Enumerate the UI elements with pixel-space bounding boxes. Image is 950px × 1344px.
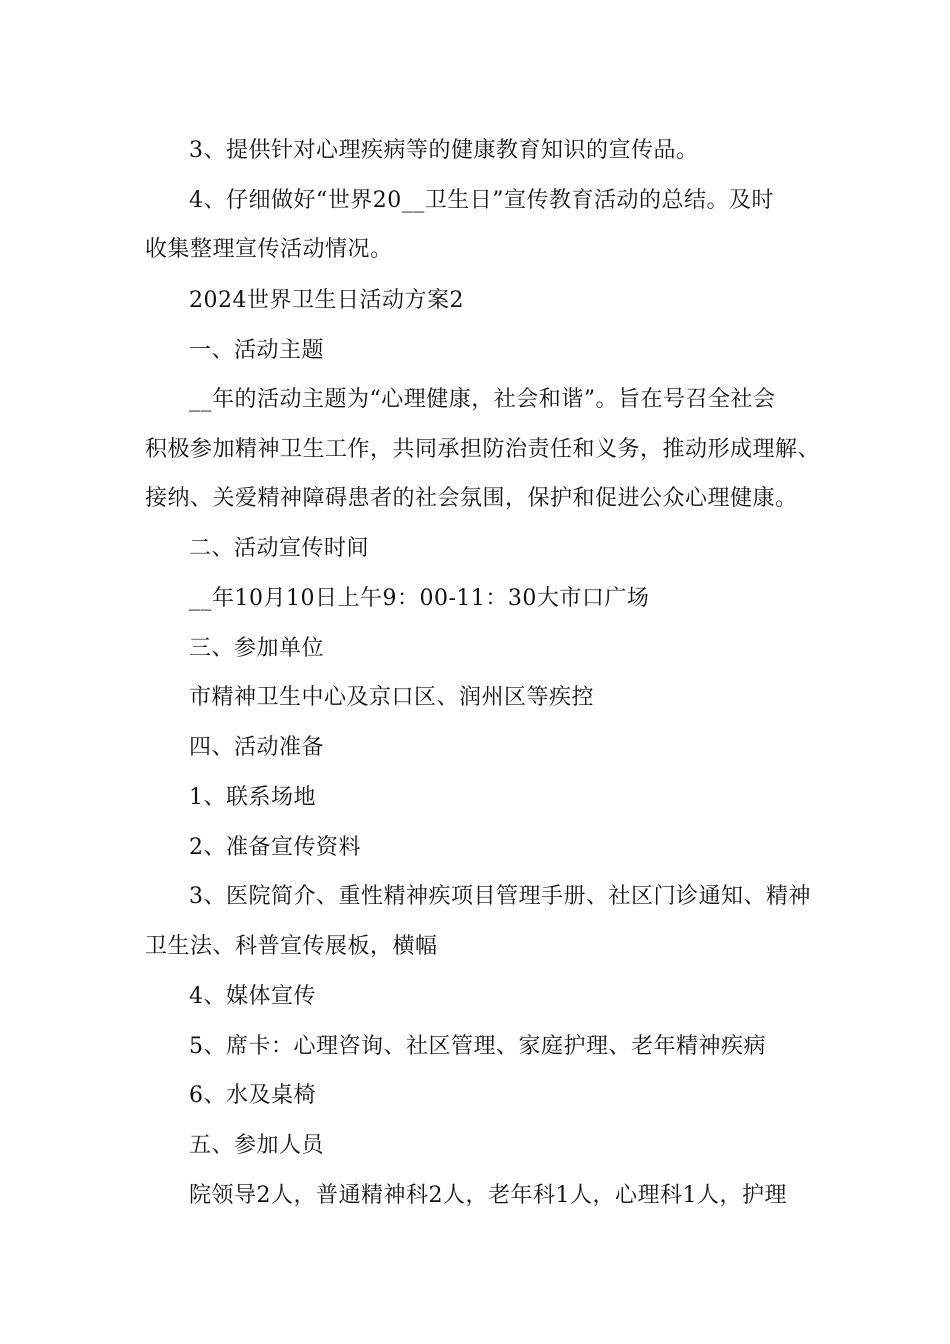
text-line: 市精神卫生中心及京口区、润州区等疾控 [189,685,595,710]
text-line: 4、媒体宣传 [189,984,316,1009]
text-line: 4、仔细做好“世界20__卫生日”宣传教育活动的总结。及时 [189,188,774,213]
text-line: 卫生法、科普宣传展板，横幅 [145,934,438,959]
text-line: __年10月10日上午9：00-11：30大市口广场 [189,586,650,611]
text-line: 收集整理宣传活动情况。 [145,237,393,262]
heading: 四、活动准备 [189,735,325,760]
heading: 五、参加人员 [189,1133,325,1158]
text-line: 1、联系场地 [189,785,316,810]
section-title: 2024世界卫生日活动方案2 [189,288,464,313]
text-line: 3、医院简介、重性精神疾项目管理手册、社区门诊通知、精神 [189,884,811,909]
text-line: 3、提供针对心理疾病等的健康教育知识的宣传品。 [189,138,699,163]
text-line: 院领导2人，普通精神科2人，老年科1人，心理科1人，护理 [189,1183,787,1208]
text-line: 积极参加精神卫生工作，共同承担防治责任和义务，推动形成理解、 [145,437,821,462]
heading: 三、参加单位 [189,636,325,661]
heading: 一、活动主题 [189,338,325,363]
text-line: __年的活动主题为“心理健康，社会和谐”。旨在号召全社会 [189,387,776,412]
text-line: 6、水及桌椅 [189,1083,316,1108]
text-line: 5、席卡：心理咨询、社区管理、家庭护理、老年精神疾病 [189,1034,766,1059]
heading: 二、活动宣传时间 [189,536,370,561]
text-line: 接纳、关爱精神障碍患者的社会氛围，保护和促进公众心理健康。 [145,486,798,511]
text-line: 2、准备宣传资料 [189,835,361,860]
